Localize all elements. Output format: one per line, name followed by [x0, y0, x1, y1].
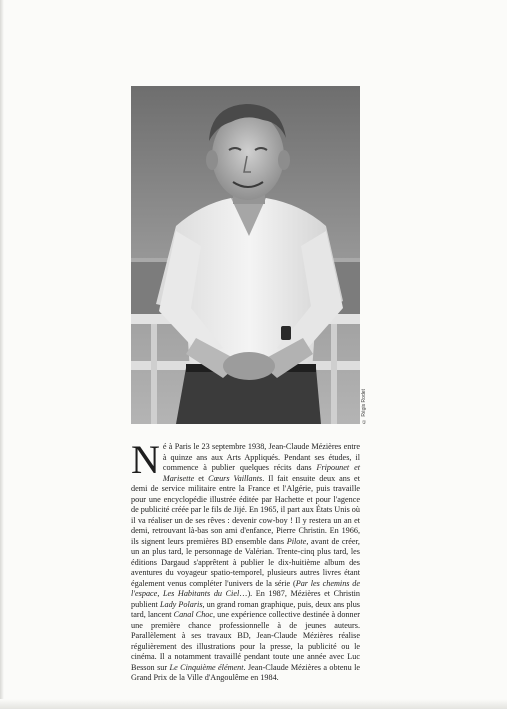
photo-credit: © Régis Rodet: [361, 389, 367, 424]
author-portrait-drawing: [131, 86, 360, 424]
bio-segment: , un grand roman graphique, puis, deux ans plus tard, lancent: [131, 599, 360, 619]
bio-segment: , une expérience collective destinée à donner une première chance professionnelle à de jeunes auteurs. Parallèlement à ses travaux BD, Jean-Claude Mézières réalise régulièrement des illustrations pour la presse, la publicité ou le cinéma. Il a notamment travaillé pendant toute une année avec Luc Besson sur: [131, 610, 360, 672]
bio-segment: é à Paris le 23 septembre 1938, Jean-Claude Mézières entre à quinze ans aux Arts Appliqués. Pendant ses études, il commence à publier quelques récits dans: [162, 442, 360, 472]
bio-segment: . Il fait ensuite deux ans et demi de service militaire entre la France et l'Algérie, puis travaille pour une encyclopédie illustrée éditée par Hachette et pour l'agence de publicité créée par le fils de Jijé. En 1965, il part aux États Unis où il va réaliser un de ses rêves : devenir cow-boy ! Il y restera un an et demi, retrouvant là-bas son ami d'enfance, Pierre Christin. En 1966, ils signent leurs premières BD ensemble dans: [131, 473, 360, 546]
biography-text: [131, 437, 361, 684]
bio-segment: . Jean-Claude Mézières a obtenu le Grand Prix de la Ville d'Angoulême en 1984.: [131, 662, 361, 682]
page-edge: [0, 0, 4, 709]
bio-segment: Par les chemins de l'espace: [131, 578, 360, 598]
author-photo: [131, 86, 360, 424]
bio-segment: Canal Choc: [173, 610, 214, 619]
drop-cap: N: [131, 437, 160, 482]
bio-segment: Les Habitants du Ciel: [162, 589, 240, 598]
bio-segment: …). En 1987, Mézières et Christin publient: [131, 589, 360, 609]
bio-segment: , avant de créer, un an plus tard, le personnage de Valérian. Trente-cinq plus tard, les éditions Dargaud s'apprêtent à publier le dix-huitième album des aventures du voyageur spatio-temporel, plusieurs autres livres étant également venus compléter l'univers de la série (: [131, 536, 360, 588]
biography-paragraph: [131, 437, 361, 684]
bio-segment: Cœurs Vaillants: [208, 473, 263, 483]
bio-segment: Pilote: [286, 536, 307, 546]
page-bottom-edge: [0, 699, 507, 709]
bio-segment: Le Cinquième élément: [169, 662, 244, 672]
bio-segment: Fripounet et Marisette: [162, 463, 360, 483]
bio-segment: Lady Polaris: [159, 599, 203, 609]
bio-segment: et: [194, 473, 209, 483]
bio-segment: ,: [157, 589, 163, 598]
